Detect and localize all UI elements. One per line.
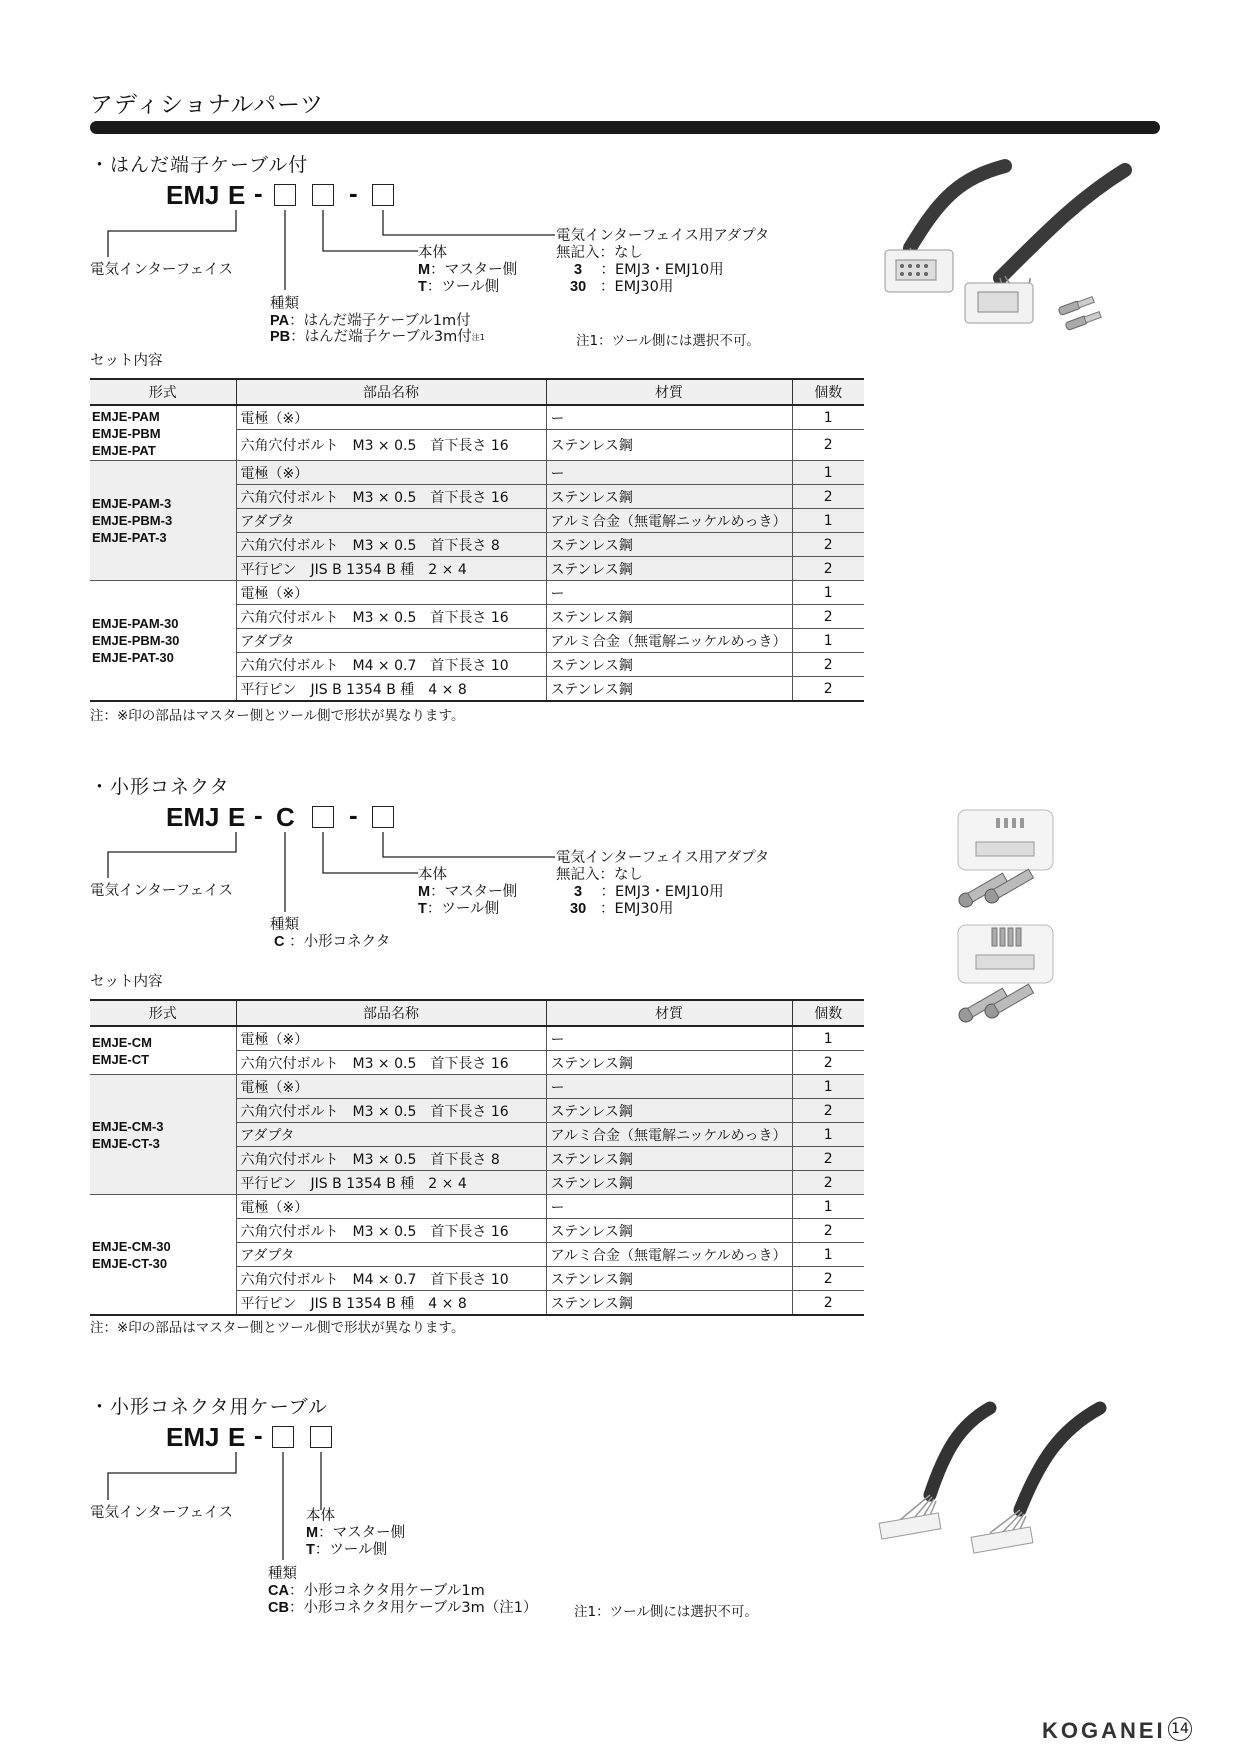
m-desc: ：マスター側 [430,884,518,900]
material: アルミ合金（無電解ニッケルめっき） [546,1123,792,1147]
m-code: M [306,1525,319,1541]
col-header-qty: 個数 [792,379,864,405]
section-title-solder-cable: ・はんだ端子ケーブル付 [90,154,309,176]
adapter-30-desc: ：EMJ30用 [599,279,674,295]
c-desc: ：小形コネクタ [289,934,391,950]
t-code: T [418,901,427,917]
connector-cable-product-image [860,1400,1130,1560]
page-number: 14 [1168,1717,1192,1741]
col-header-material: 材質 [546,379,792,405]
body-label: 本体 [418,867,447,883]
part-name: 六角穴付ボルト M3 × 0.5 首下長さ 16 [236,485,546,509]
table-note-1: 注：※印の部品はマスター側とツール側で形状が異なります。 [90,708,465,724]
code-dash: - [349,178,358,208]
page-title: アディショナルパーツ [90,92,325,118]
quantity: 1 [792,629,864,653]
material: ステンレス鋼 [546,677,792,702]
part-name: 六角穴付ボルト M3 × 0.5 首下長さ 16 [236,1051,546,1075]
m-desc: ：マスター側 [430,262,518,278]
material: ー [546,461,792,485]
material: ステンレス鋼 [546,1147,792,1171]
cb-code: CB [268,1600,289,1616]
t-desc: ：ツール側 [426,279,500,295]
model-code: EMJE-CT [92,1051,150,1067]
quantity: 2 [792,1147,864,1171]
model-code: EMJE-PAM-30 [92,616,179,631]
material: ステンレス鋼 [546,1291,792,1316]
part-name: 電極（※） [236,581,546,605]
quantity: 1 [792,1123,864,1147]
col-header-qty: 個数 [792,1000,864,1026]
model-code-prefix: EMJ [166,802,220,832]
adapter-label: 電気インターフェイス用アダプタ [556,228,770,244]
material: アルミ合金（無電解ニッケルめっき） [546,629,792,653]
type-option-cb [268,1600,537,1617]
type-label: 種類 [268,1566,297,1582]
model-code: EMJE-PBM-3 [92,513,173,528]
quantity: 2 [792,557,864,581]
col-header-material: 材質 [546,1000,792,1026]
part-name: アダプタ [236,509,546,533]
material: ー [546,581,792,605]
model-code: EMJE-PAT-3 [92,530,167,545]
interface-label: 電気インターフェイス [90,1505,233,1521]
ca-desc: ：小形コネクタ用ケーブル1m [288,1583,485,1599]
tool-side-note: 注1：ツール側には選択不可。 [576,333,760,349]
c-code: C [274,934,285,950]
pa-desc: ：はんだ端子ケーブル1m付 [289,313,471,329]
model-code-prefix: EMJ [166,1422,220,1452]
quantity: 1 [792,509,864,533]
type-label: 種類 [270,296,299,312]
quantity: 2 [792,677,864,702]
code-dash: - [254,178,263,208]
ca-code: CA [268,1583,289,1599]
type-option-ca [268,1583,485,1600]
model-code: EMJE-PBM [92,425,161,441]
quantity: 1 [792,461,864,485]
part-name: 電極（※） [236,1026,546,1051]
adapter-3-code: 3 [574,262,583,278]
material: ー [546,405,792,430]
part-name: アダプタ [236,1123,546,1147]
quantity: 1 [792,1026,864,1051]
part-name: 平行ピン JIS B 1354 B 種 2 × 4 [236,557,546,581]
model-code: EMJE-CM-3 [92,1118,164,1134]
part-name: 平行ピン JIS B 1354 B 種 4 × 8 [236,677,546,702]
part-name: 電極（※） [236,1075,546,1099]
material: アルミ合金（無電解ニッケルめっき） [546,1243,792,1267]
material: ステンレス鋼 [546,1171,792,1195]
quantity: 1 [792,581,864,605]
t-desc: ：ツール側 [314,1542,388,1558]
set-contents-label: セット内容 [90,974,163,990]
m-code: M [418,262,431,278]
part-name: 電極（※） [236,461,546,485]
col-header-part-name: 部品名称 [236,1000,546,1026]
code-dash: - [254,1420,263,1450]
part-name: 六角穴付ボルト M3 × 0.5 首下長さ 16 [236,430,546,461]
quantity: 1 [792,1195,864,1219]
body-label: 本体 [418,245,447,261]
section-title-connector-cable: ・小形コネクタ用ケーブル [90,1396,328,1418]
adapter-none-code: 無記入 [556,867,600,883]
model-code: EMJE-PAM [92,408,160,424]
part-name: アダプタ [236,629,546,653]
material: ステンレス鋼 [546,653,792,677]
model-code: EMJE-CT-30 [92,1255,168,1271]
part-name: 電極（※） [236,1195,546,1219]
part-name: 六角穴付ボルト M3 × 0.5 首下長さ 8 [236,533,546,557]
model-code-prefix: EMJ [166,180,220,210]
material: アルミ合金（無電解ニッケルめっき） [546,509,792,533]
model-code: EMJE-PAM-3 [92,496,172,511]
quantity: 2 [792,605,864,629]
material: ー [546,1195,792,1219]
quantity: 2 [792,1099,864,1123]
material: ステンレス鋼 [546,485,792,509]
model-code-e: E [228,180,246,210]
part-name: 電極（※） [236,405,546,430]
cb-desc: ：小形コネクタ用ケーブル3m（注1） [288,1600,538,1616]
adapter-3-code: 3 [574,884,583,900]
adapter-3-desc: ：EMJ3・EMJ10用 [600,262,724,278]
body-label: 本体 [306,1508,335,1524]
quantity: 2 [792,1219,864,1243]
quantity: 1 [792,405,864,430]
material: ステンレス鋼 [546,1051,792,1075]
material: ー [546,1026,792,1051]
quantity: 2 [792,653,864,677]
material: ステンレス鋼 [546,605,792,629]
part-name: 六角穴付ボルト M4 × 0.7 首下長さ 10 [236,653,546,677]
type-label: 種類 [270,917,299,933]
material: ステンレス鋼 [546,1219,792,1243]
adapter-label: 電気インターフェイス用アダプタ [556,850,770,866]
pb-footnote-mark: 注1 [471,333,485,342]
model-code: EMJE-CT-3 [92,1135,160,1151]
pa-code: PA [270,313,290,329]
model-code: EMJE-CM-30 [92,1238,171,1254]
part-name: アダプタ [236,1243,546,1267]
body-option-t [306,1542,387,1559]
part-name: 平行ピン JIS B 1354 B 種 4 × 8 [236,1291,546,1316]
interface-label: 電気インターフェイス [90,883,233,899]
model-code-e: E [228,802,246,832]
part-name: 平行ピン JIS B 1354 B 種 2 × 4 [236,1171,546,1195]
code-dash: - [349,800,358,830]
code-dash: - [254,800,263,830]
quantity: 2 [792,1267,864,1291]
part-name: 六角穴付ボルト M3 × 0.5 首下長さ 16 [236,1099,546,1123]
quantity: 2 [792,485,864,509]
quantity: 2 [792,1291,864,1316]
m-desc: ：マスター側 [318,1525,406,1541]
model-code-c: C [276,802,295,832]
adapter-none-desc: ：なし [599,867,643,883]
quantity: 1 [792,1075,864,1099]
material: ステンレス鋼 [546,557,792,581]
tool-side-note: 注1：ツール側には選択不可。 [574,1604,758,1620]
pb-code: PB [270,329,291,345]
adapter-none-code: 無記入 [556,245,600,261]
adapter-30-code: 30 [570,901,587,917]
quantity: 2 [792,1051,864,1075]
material: ステンレス鋼 [546,533,792,557]
pb-desc: ：はんだ端子ケーブル3m付 [290,329,472,345]
col-header-model: 形式 [90,379,236,405]
quantity: 2 [792,533,864,557]
interface-label: 電気インターフェイス [90,262,233,278]
quantity: 1 [792,1243,864,1267]
t-code: T [418,279,427,295]
part-name: 六角穴付ボルト M3 × 0.5 首下長さ 16 [236,1219,546,1243]
set-contents-label: セット内容 [90,353,163,369]
adapter-none-desc: ：なし [599,245,643,261]
part-name: 六角穴付ボルト M4 × 0.7 首下長さ 10 [236,1267,546,1291]
col-header-part-name: 部品名称 [236,379,546,405]
material: ステンレス鋼 [546,1267,792,1291]
model-code: EMJE-PBM-30 [92,633,180,648]
col-header-model: 形式 [90,1000,236,1026]
table-note-2: 注：※印の部品はマスター側とツール側で形状が異なります。 [90,1320,465,1336]
material: ステンレス鋼 [546,1099,792,1123]
body-option-m [306,1525,405,1542]
t-desc: ：ツール側 [426,901,500,917]
adapter-3-desc: ：EMJ3・EMJ10用 [600,884,724,900]
part-name: 六角穴付ボルト M3 × 0.5 首下長さ 16 [236,605,546,629]
model-code: EMJE-PAT-30 [92,650,174,665]
part-name: 六角穴付ボルト M3 × 0.5 首下長さ 8 [236,1147,546,1171]
adapter-30-desc: ：EMJ30用 [599,901,674,917]
material: ステンレス鋼 [546,430,792,461]
model-code-e: E [228,1422,246,1452]
model-code: EMJE-CM [92,1034,152,1050]
model-code: EMJE-PAT [92,442,156,458]
brand-logo: KOGANEI [1042,1718,1166,1743]
t-code: T [306,1542,315,1558]
adapter-30-code: 30 [570,279,587,295]
quantity: 2 [792,430,864,461]
quantity: 2 [792,1171,864,1195]
section-title-small-connector: ・小形コネクタ [90,776,230,798]
m-code: M [418,884,431,900]
material: ー [546,1075,792,1099]
